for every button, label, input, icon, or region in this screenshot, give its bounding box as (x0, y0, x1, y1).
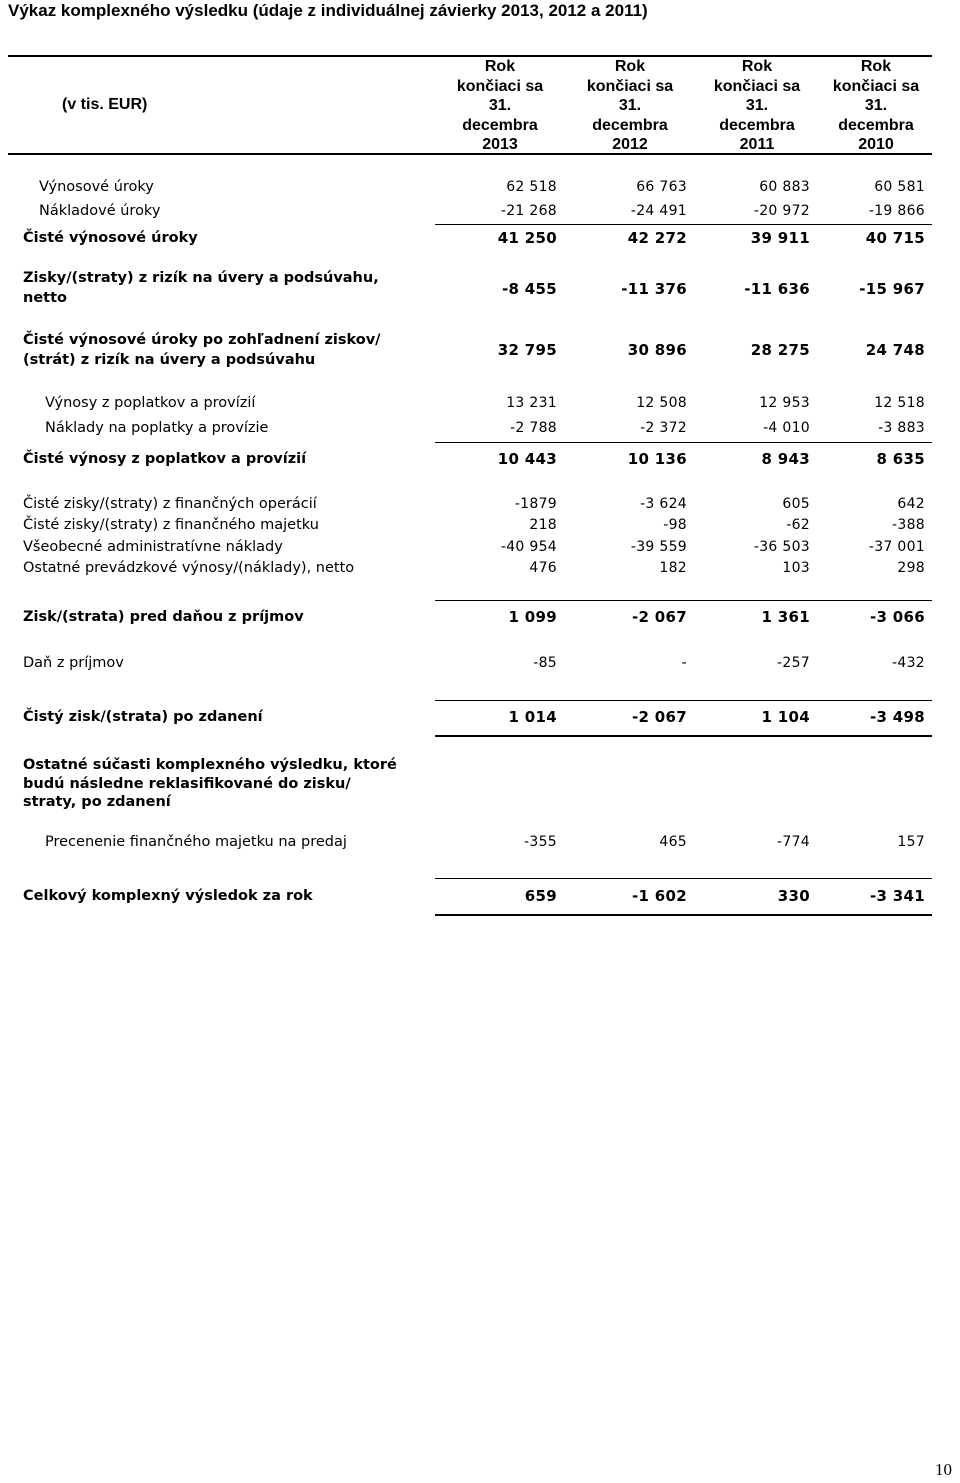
section-heading: Ostatné súčasti komplexného výsledku, ktoré budú následne reklasifikované do zisku/ straty, po zdanení (23, 757, 397, 810)
row-label: Celkový komplexný výsledok za rok (23, 888, 313, 904)
subtotal-rule (435, 600, 932, 601)
row-value-2012: 10 136 (627, 450, 687, 468)
row-value-2013: 32 795 (497, 341, 557, 359)
row-value-2012: -2 372 (640, 420, 687, 436)
row-value-2012: 465 (659, 834, 687, 850)
row-value-2010: 60 581 (874, 179, 925, 195)
row-value-2012: -3 624 (640, 496, 687, 512)
row-value-2011: 1 361 (761, 608, 810, 626)
page-title: Výkaz komplexného výsledku (údaje z individuálnej závierky 2013, 2012 a 2011) (8, 1, 648, 20)
row-value-2011: -11 636 (744, 280, 810, 298)
row-value-2013: 1 014 (508, 708, 557, 726)
row-value-2011: 28 275 (750, 341, 810, 359)
subtotal-rule (435, 224, 932, 225)
row-label: Precenenie finančného majetku na predaj (45, 834, 347, 850)
row-label: Náklady na poplatky a provízie (45, 420, 269, 436)
row-value-2012: -24 491 (630, 203, 687, 219)
row-label: Ostatné prevádzkové výnosy/(náklady), netto (23, 560, 355, 576)
row-value-2012: -2 067 (632, 708, 687, 726)
row-value-2010: -15 967 (859, 280, 925, 298)
row-value-2011: -62 (786, 517, 810, 533)
row-value-2013: -1879 (514, 496, 557, 512)
row-value-2010: 8 635 (876, 450, 925, 468)
row-label: Čisté výnosy z poplatkov a provízií (23, 451, 307, 467)
row-label: Všeobecné administratívne náklady (23, 539, 283, 555)
row-label: Čisté výnosové úroky po zohľadnení ziskov/ (strát) z rizík na úvery a podsúvahu (23, 332, 381, 368)
row-value-2011: 330 (777, 887, 810, 905)
row-value-2010: 298 (897, 560, 925, 576)
column-header-2012: Rok končiaci sa 31. decembra 2012 (586, 58, 674, 153)
row-label: Čisté zisky/(straty) z finančných operácií (23, 496, 317, 512)
row-value-2010: -3 066 (870, 608, 925, 626)
column-header-2013: Rok končiaci sa 31. decembra 2013 (456, 58, 544, 153)
row-label: Výnosy z poplatkov a provízií (45, 395, 256, 411)
row-value-2012: -98 (663, 517, 687, 533)
row-value-2013: -355 (524, 834, 557, 850)
row-value-2012: -11 376 (621, 280, 687, 298)
row-label: Výnosové úroky (39, 179, 154, 195)
row-value-2013: -40 954 (500, 539, 557, 555)
row-value-2010: -3 341 (870, 887, 925, 905)
row-value-2013: 659 (524, 887, 557, 905)
row-value-2013: 1 099 (508, 608, 557, 626)
row-label: Nákladové úroky (39, 203, 161, 219)
row-value-2012: 30 896 (627, 341, 687, 359)
row-value-2011: 1 104 (761, 708, 810, 726)
row-value-2012: 66 763 (636, 179, 687, 195)
column-header-2011: Rok končiaci sa 31. decembra 2011 (713, 58, 801, 153)
row-value-2011: 12 953 (759, 395, 810, 411)
total-rule (435, 735, 932, 737)
row-label: Zisk/(strata) pred daňou z príjmov (23, 609, 304, 625)
row-value-2011: -36 503 (753, 539, 810, 555)
row-value-2013: 218 (529, 517, 557, 533)
row-value-2012: 12 508 (636, 395, 687, 411)
row-value-2013: -85 (533, 655, 557, 671)
row-value-2011: -20 972 (753, 203, 810, 219)
row-label: Zisky/(straty) z rizík na úvery a podsúvahu, netto (23, 270, 379, 306)
row-value-2011: 60 883 (759, 179, 810, 195)
row-value-2012: 182 (659, 560, 687, 576)
subtotal-rule (435, 878, 932, 879)
row-value-2010: 642 (897, 496, 925, 512)
row-value-2013: 13 231 (506, 395, 557, 411)
row-label: Čisté zisky/(straty) z finančného majetku (23, 517, 319, 533)
row-label: Daň z príjmov (23, 655, 124, 671)
row-value-2013: -2 788 (510, 420, 557, 436)
row-value-2011: -4 010 (763, 420, 810, 436)
row-value-2013: 476 (529, 560, 557, 576)
row-value-2013: 41 250 (497, 229, 557, 247)
row-value-2010: -388 (892, 517, 925, 533)
row-value-2010: -37 001 (868, 539, 925, 555)
row-value-2012: -1 602 (632, 887, 687, 905)
column-header-2010: Rok končiaci sa 31. decembra 2010 (832, 58, 920, 153)
total-rule (435, 914, 932, 916)
row-value-2013: -8 455 (502, 280, 557, 298)
subtotal-rule (435, 700, 932, 701)
row-value-2010: 40 715 (865, 229, 925, 247)
page-number: 10 (935, 1460, 952, 1479)
row-value-2011: 103 (782, 560, 810, 576)
row-value-2011: -774 (777, 834, 810, 850)
row-value-2010: 157 (897, 834, 925, 850)
row-value-2010: -3 883 (878, 420, 925, 436)
row-value-2010: 12 518 (874, 395, 925, 411)
row-label: Čistý zisk/(strata) po zdanení (23, 709, 263, 725)
row-value-2010: -432 (892, 655, 925, 671)
row-value-2012: -2 067 (632, 608, 687, 626)
row-value-2010: 24 748 (865, 341, 925, 359)
row-label: Čisté výnosové úroky (23, 230, 198, 246)
row-value-2011: 8 943 (761, 450, 810, 468)
row-value-2010: -19 866 (868, 203, 925, 219)
row-value-2012: 42 272 (627, 229, 687, 247)
unit-label: (v tis. EUR) (62, 96, 148, 113)
row-value-2011: -257 (777, 655, 810, 671)
row-value-2012: - (681, 655, 687, 671)
row-value-2011: 605 (782, 496, 810, 512)
row-value-2010: -3 498 (870, 708, 925, 726)
row-value-2013: 62 518 (506, 179, 557, 195)
subtotal-rule (435, 442, 932, 443)
row-value-2011: 39 911 (750, 229, 810, 247)
row-value-2012: -39 559 (630, 539, 687, 555)
row-value-2013: -21 268 (500, 203, 557, 219)
row-value-2013: 10 443 (497, 450, 557, 468)
